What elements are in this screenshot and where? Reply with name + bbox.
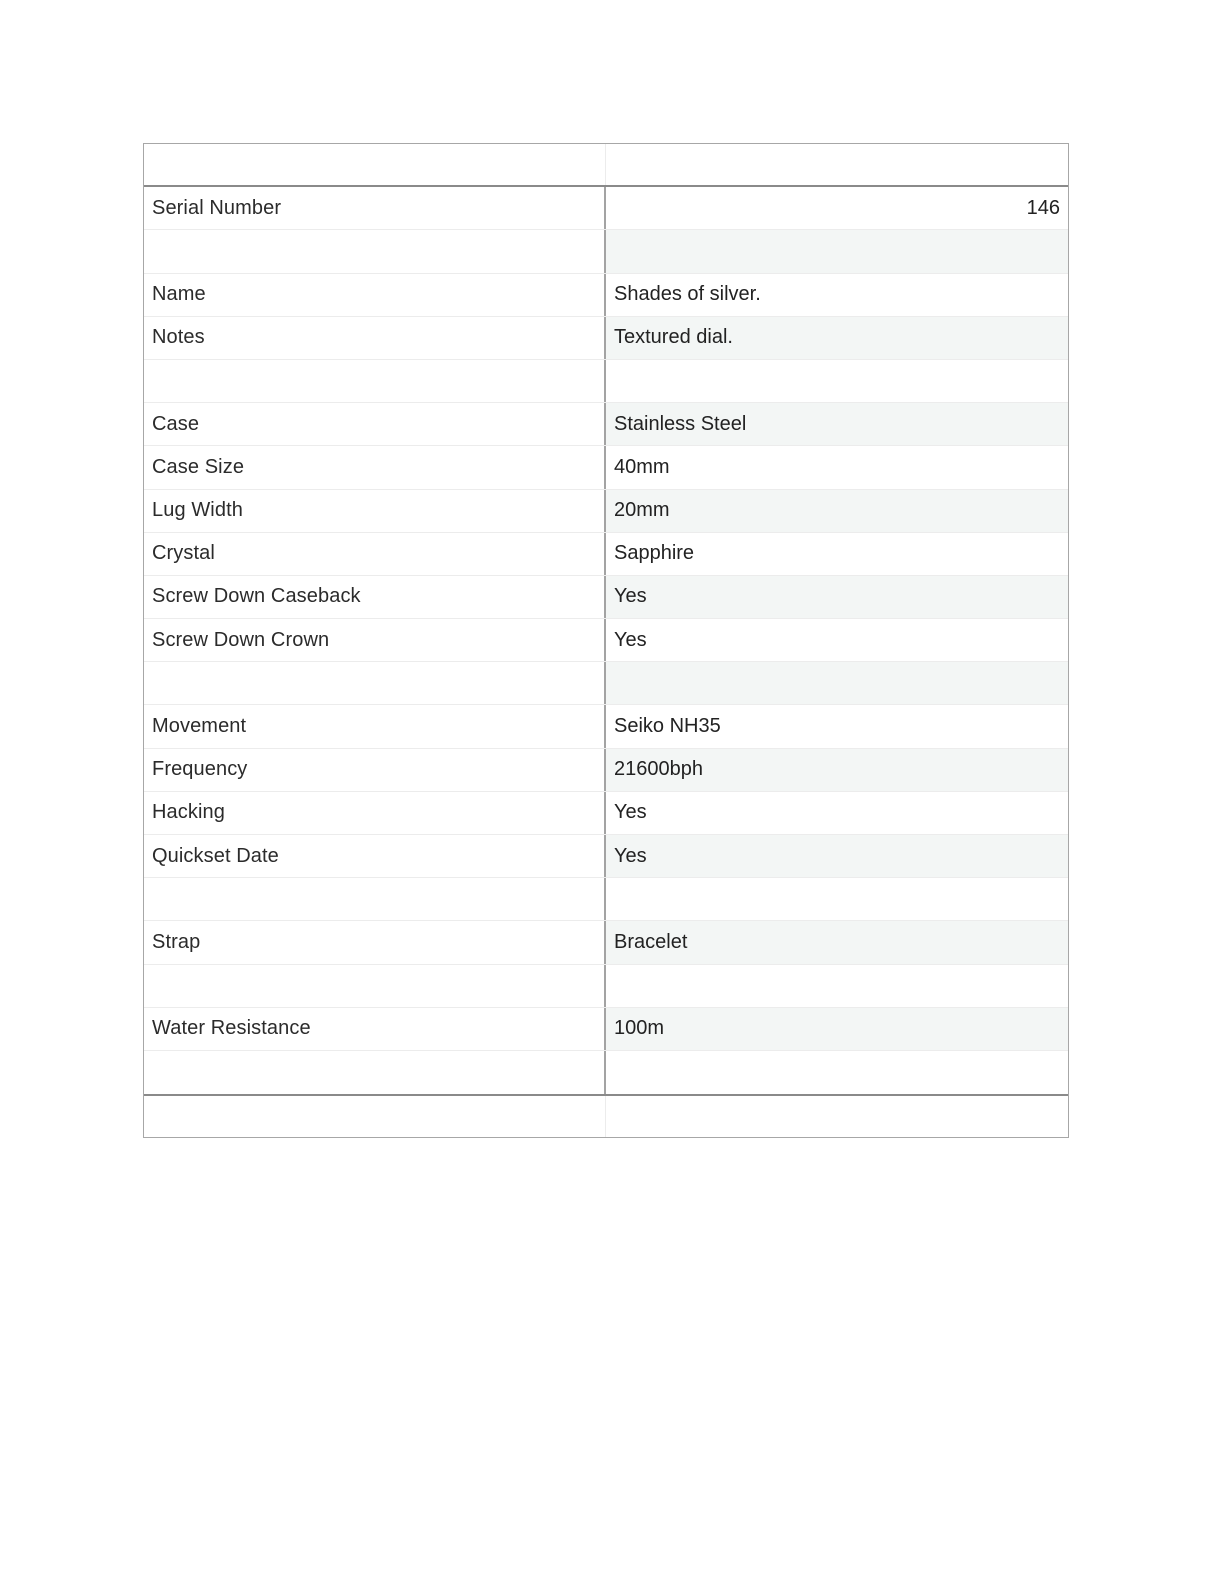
- row-label: Case Size: [144, 446, 606, 488]
- table-row: [144, 230, 1068, 273]
- row-value: Yes: [606, 576, 1068, 618]
- row-label: Water Resistance: [144, 1008, 606, 1050]
- row-label: [144, 1051, 606, 1094]
- spec-table: [143, 143, 1069, 1138]
- row-label: Screw Down Caseback: [144, 576, 606, 618]
- table-row: [144, 490, 1068, 533]
- table-row: [144, 533, 1068, 576]
- table-row: [144, 187, 1068, 230]
- table-row: [144, 1051, 1068, 1094]
- row-value: [606, 965, 1068, 1007]
- table-row: [144, 317, 1068, 360]
- row-value: Yes: [614, 801, 647, 824]
- row-value: Textured dial.: [606, 317, 1068, 359]
- table-row: [144, 446, 1068, 489]
- row-label: [144, 1096, 606, 1137]
- table-row: [144, 749, 1068, 792]
- table-row: [144, 878, 1068, 921]
- row-label: [144, 878, 606, 920]
- row-label: Movement: [144, 705, 606, 747]
- row-label: Quickset Date: [144, 835, 606, 877]
- row-value: [606, 878, 1068, 920]
- row-value: 20mm: [606, 490, 1068, 532]
- row-label: [144, 360, 606, 402]
- table-row: [144, 403, 1068, 446]
- table-row: [144, 662, 1068, 705]
- row-value: 21600bph: [606, 749, 1068, 791]
- row-value: Yes: [606, 835, 1068, 877]
- row-value: [606, 1096, 1068, 1137]
- table-row: [144, 274, 1068, 317]
- row-value: 146: [1026, 196, 1060, 219]
- row-value: [606, 230, 1068, 272]
- table-row: [144, 921, 1068, 964]
- row-value: Sapphire: [614, 542, 695, 565]
- row-label: Lug Width: [144, 490, 606, 532]
- row-label: Frequency: [144, 749, 606, 791]
- table-row: [144, 705, 1068, 748]
- table-row: [144, 792, 1068, 835]
- row-label: [144, 230, 606, 272]
- table-row: [144, 576, 1068, 619]
- table-row: [144, 965, 1068, 1008]
- row-label: Hacking: [144, 792, 606, 834]
- table-row: [144, 360, 1068, 403]
- row-value: Seiko NH35: [614, 715, 721, 738]
- row-label: [144, 662, 606, 704]
- row-value: 100m: [606, 1008, 1068, 1050]
- row-value: [606, 1051, 1068, 1094]
- row-label: Name: [144, 274, 606, 316]
- row-label: [144, 144, 606, 185]
- row-value: Shades of silver.: [614, 283, 761, 306]
- row-value: [606, 360, 1068, 402]
- table-row: [144, 835, 1068, 878]
- row-label: Notes: [144, 317, 606, 359]
- row-value: Yes: [614, 628, 647, 651]
- row-label: Strap: [144, 921, 606, 963]
- row-label: Screw Down Crown: [144, 619, 606, 661]
- table-row: [144, 1008, 1068, 1051]
- row-value: Bracelet: [606, 921, 1068, 963]
- row-label: [144, 965, 606, 1007]
- row-label: Case: [144, 403, 606, 445]
- table-row: [144, 619, 1068, 662]
- footer-row: [144, 1094, 1068, 1137]
- row-value: Stainless Steel: [606, 403, 1068, 445]
- row-value: 40mm: [614, 455, 670, 478]
- header-row: [144, 144, 1068, 187]
- row-label: Serial Number: [144, 187, 606, 229]
- row-value: [606, 144, 1068, 185]
- row-label: Crystal: [144, 533, 606, 575]
- row-value: [606, 662, 1068, 704]
